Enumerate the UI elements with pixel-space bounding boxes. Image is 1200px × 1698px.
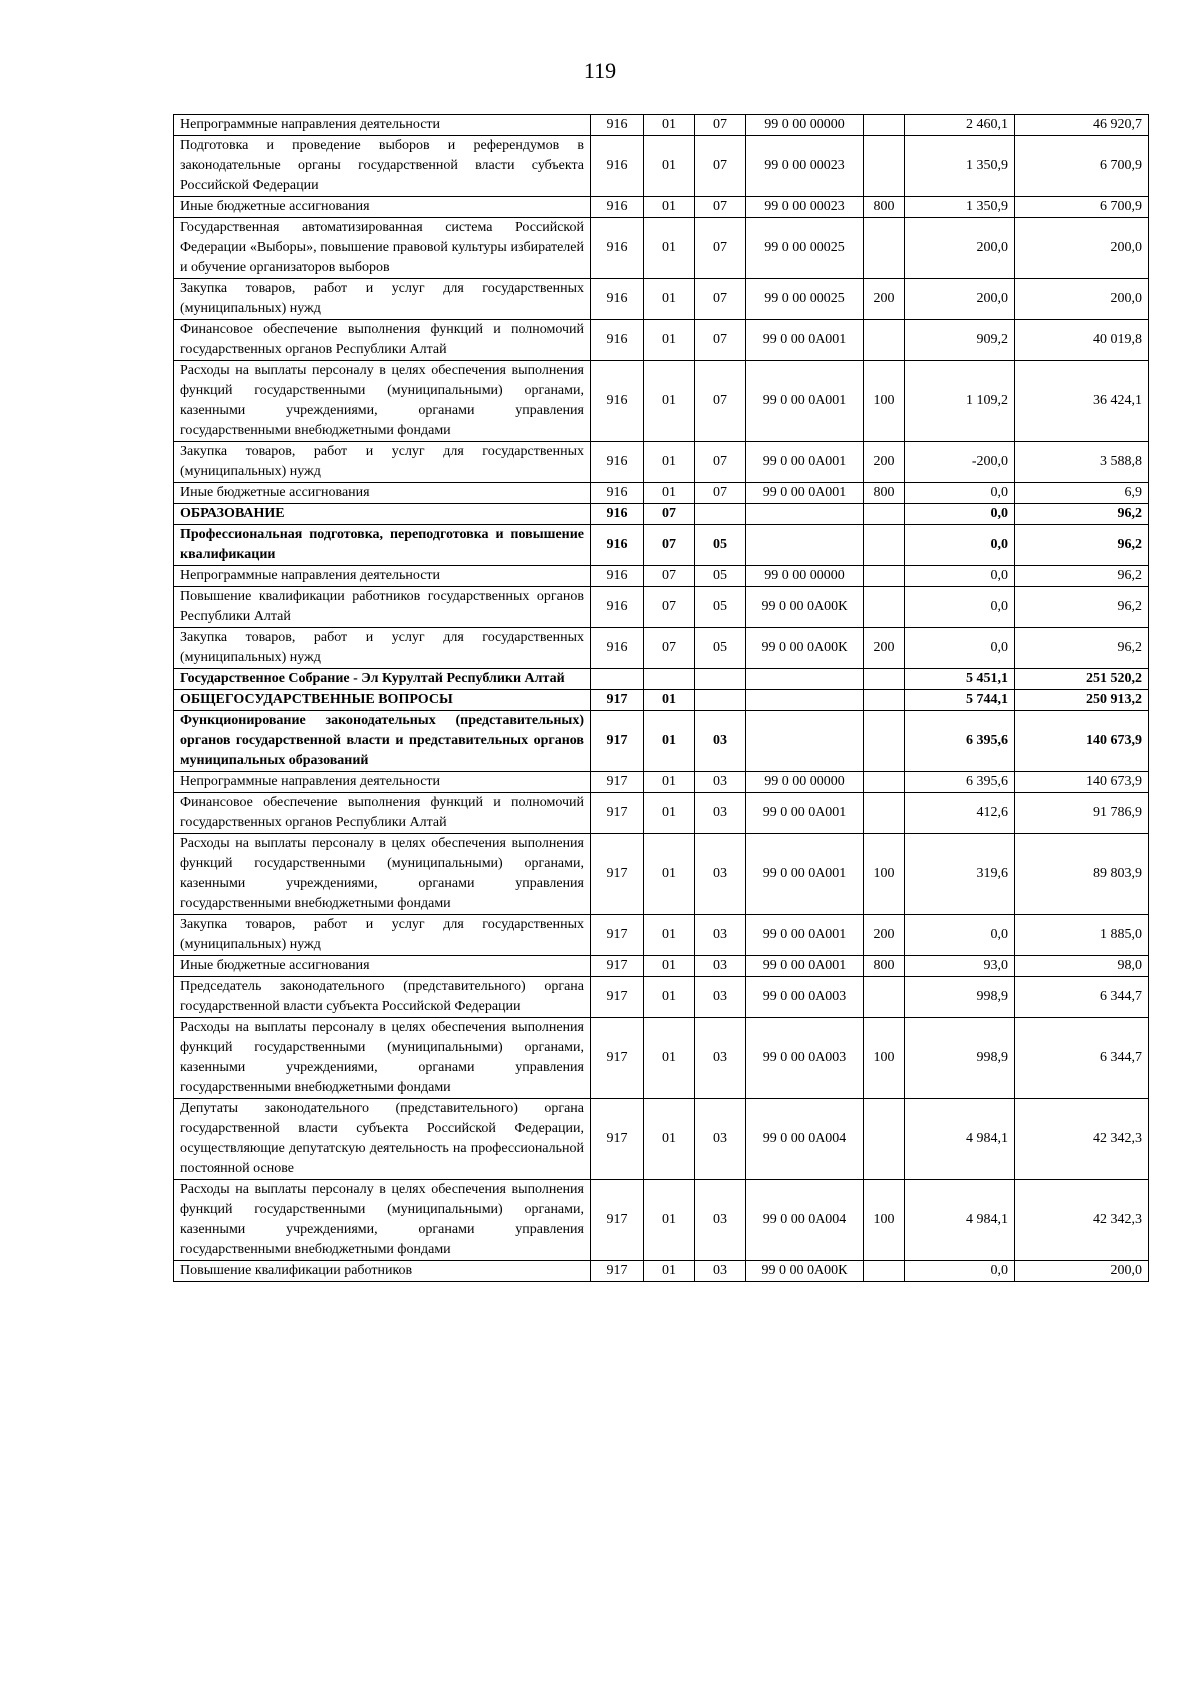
admin-code-cell: 916 [591, 279, 644, 320]
expense-type-cell [864, 566, 905, 587]
total-amount-cell: 251 520,2 [1015, 669, 1149, 690]
subsection-code-cell [695, 504, 746, 525]
subsection-code-cell: 05 [695, 525, 746, 566]
admin-code-cell: 916 [591, 197, 644, 218]
row-name-cell: Государственное Собрание - Эл Курултай Республики Алтай [174, 669, 591, 690]
row-name-cell: Непрограммные направления деятельности [174, 115, 591, 136]
expense-type-cell [864, 793, 905, 834]
section-code-cell: 01 [644, 320, 695, 361]
total-amount-cell: 42 342,3 [1015, 1180, 1149, 1261]
subsection-code-cell: 03 [695, 1018, 746, 1099]
target-article-cell: 99 0 00 0А004 [746, 1180, 864, 1261]
expense-type-cell: 200 [864, 442, 905, 483]
target-article-cell: 99 0 00 0А004 [746, 1099, 864, 1180]
total-amount-cell: 200,0 [1015, 279, 1149, 320]
target-article-cell [746, 690, 864, 711]
admin-code-cell: 916 [591, 115, 644, 136]
section-code-cell: 07 [644, 566, 695, 587]
change-amount-cell: 1 109,2 [905, 361, 1015, 442]
target-article-cell [746, 525, 864, 566]
table-row [174, 669, 1149, 690]
section-code-cell: 01 [644, 915, 695, 956]
table-row [174, 793, 1149, 834]
admin-code-cell [591, 669, 644, 690]
total-amount-cell: 91 786,9 [1015, 793, 1149, 834]
table-row [174, 977, 1149, 1018]
table-row [174, 772, 1149, 793]
page-number: 119 [583, 58, 617, 83]
row-name-cell: Председатель законодательного (представительного) органа государственной власти субъекта Российской Федерации [174, 977, 591, 1018]
section-code-cell: 01 [644, 793, 695, 834]
table-row [174, 834, 1149, 915]
change-amount-cell: 1 350,9 [905, 136, 1015, 197]
change-amount-cell: 998,9 [905, 977, 1015, 1018]
row-name-cell: Подготовка и проведение выборов и референдумов в законодательные органы государственной власти субъекта Российской Федерации [174, 136, 591, 197]
subsection-code-cell: 07 [695, 320, 746, 361]
subsection-code-cell: 03 [695, 915, 746, 956]
change-amount-cell: 6 395,6 [905, 772, 1015, 793]
row-name-cell: Финансовое обеспечение выполнения функций и полномочий государственных органов Республики Алтай [174, 320, 591, 361]
change-amount-cell: 0,0 [905, 915, 1015, 956]
expense-type-cell [864, 136, 905, 197]
change-amount-cell: 5 451,1 [905, 669, 1015, 690]
admin-code-cell: 916 [591, 136, 644, 197]
section-code-cell: 07 [644, 504, 695, 525]
change-amount-cell: 0,0 [905, 1261, 1015, 1282]
change-amount-cell: 0,0 [905, 483, 1015, 504]
total-amount-cell: 200,0 [1015, 218, 1149, 279]
target-article-cell: 99 0 00 00023 [746, 197, 864, 218]
table-row [174, 1099, 1149, 1180]
total-amount-cell: 6,9 [1015, 483, 1149, 504]
target-article-cell: 99 0 00 00025 [746, 279, 864, 320]
target-article-cell: 99 0 00 0А001 [746, 442, 864, 483]
admin-code-cell: 916 [591, 566, 644, 587]
change-amount-cell: 93,0 [905, 956, 1015, 977]
target-article-cell: 99 0 00 0А001 [746, 483, 864, 504]
expense-type-cell [864, 690, 905, 711]
change-amount-cell: 412,6 [905, 793, 1015, 834]
subsection-code-cell: 03 [695, 977, 746, 1018]
section-code-cell: 01 [644, 361, 695, 442]
section-code-cell: 01 [644, 711, 695, 772]
table-row [174, 915, 1149, 956]
expense-type-cell [864, 525, 905, 566]
section-code-cell: 01 [644, 690, 695, 711]
subsection-code-cell: 07 [695, 361, 746, 442]
subsection-code-cell: 05 [695, 587, 746, 628]
section-code-cell: 01 [644, 279, 695, 320]
subsection-code-cell: 07 [695, 483, 746, 504]
admin-code-cell: 917 [591, 834, 644, 915]
section-code-cell: 07 [644, 628, 695, 669]
expense-type-cell [864, 772, 905, 793]
admin-code-cell: 917 [591, 956, 644, 977]
subsection-code-cell: 03 [695, 1099, 746, 1180]
section-code-cell: 01 [644, 834, 695, 915]
target-article-cell: 99 0 00 00000 [746, 772, 864, 793]
table-row [174, 115, 1149, 136]
section-code-cell: 07 [644, 525, 695, 566]
row-name-cell: Расходы на выплаты персоналу в целях обеспечения выполнения функций государственными (муниципальными) органами, казенными учреждениями, органами управления государственными внебюджетными фондами [174, 834, 591, 915]
table-row [174, 361, 1149, 442]
expense-type-cell: 800 [864, 483, 905, 504]
subsection-code-cell: 03 [695, 1261, 746, 1282]
row-name-cell: Иные бюджетные ассигнования [174, 197, 591, 218]
total-amount-cell: 96,2 [1015, 587, 1149, 628]
change-amount-cell: 4 984,1 [905, 1180, 1015, 1261]
subsection-code-cell: 05 [695, 566, 746, 587]
row-name-cell: Иные бюджетные ассигнования [174, 956, 591, 977]
section-code-cell: 07 [644, 587, 695, 628]
expense-type-cell [864, 218, 905, 279]
section-code-cell [644, 669, 695, 690]
change-amount-cell: 0,0 [905, 525, 1015, 566]
change-amount-cell: 909,2 [905, 320, 1015, 361]
target-article-cell: 99 0 00 0А00К [746, 587, 864, 628]
change-amount-cell: 200,0 [905, 279, 1015, 320]
row-name-cell: Расходы на выплаты персоналу в целях обеспечения выполнения функций государственными (муниципальными) органами, казенными учреждениями, органами управления государственными внебюджетными фондами [174, 1018, 591, 1099]
change-amount-cell: -200,0 [905, 442, 1015, 483]
admin-code-cell: 917 [591, 977, 644, 1018]
target-article-cell [746, 711, 864, 772]
admin-code-cell: 917 [591, 1180, 644, 1261]
admin-code-cell: 916 [591, 483, 644, 504]
target-article-cell: 99 0 00 0А00К [746, 628, 864, 669]
total-amount-cell: 96,2 [1015, 566, 1149, 587]
subsection-code-cell: 07 [695, 442, 746, 483]
table-row [174, 956, 1149, 977]
expense-type-cell [864, 504, 905, 525]
table-body [174, 115, 1149, 1282]
section-code-cell: 01 [644, 115, 695, 136]
target-article-cell: 99 0 00 0А00К [746, 1261, 864, 1282]
expense-type-cell [864, 587, 905, 628]
table-row [174, 566, 1149, 587]
admin-code-cell: 917 [591, 1099, 644, 1180]
total-amount-cell: 36 424,1 [1015, 361, 1149, 442]
subsection-code-cell [695, 669, 746, 690]
section-code-cell: 01 [644, 218, 695, 279]
expense-type-cell [864, 711, 905, 772]
admin-code-cell: 917 [591, 793, 644, 834]
admin-code-cell: 917 [591, 711, 644, 772]
target-article-cell: 99 0 00 0А001 [746, 320, 864, 361]
admin-code-cell: 916 [591, 320, 644, 361]
total-amount-cell: 96,2 [1015, 525, 1149, 566]
section-code-cell: 01 [644, 1180, 695, 1261]
admin-code-cell: 916 [591, 628, 644, 669]
expense-type-cell: 200 [864, 279, 905, 320]
subsection-code-cell: 07 [695, 197, 746, 218]
subsection-code-cell: 07 [695, 115, 746, 136]
total-amount-cell: 96,2 [1015, 504, 1149, 525]
subsection-code-cell: 03 [695, 711, 746, 772]
change-amount-cell: 0,0 [905, 628, 1015, 669]
expense-type-cell: 100 [864, 361, 905, 442]
table-row [174, 525, 1149, 566]
expense-type-cell: 200 [864, 915, 905, 956]
total-amount-cell: 140 673,9 [1015, 772, 1149, 793]
budget-table [173, 114, 1149, 1282]
row-name-cell: Непрограммные направления деятельности [174, 772, 591, 793]
row-name-cell: Функционирование законодательных (представительных) органов государственной власти и представительных органов муниципальных образований [174, 711, 591, 772]
admin-code-cell: 917 [591, 1261, 644, 1282]
table-row [174, 587, 1149, 628]
row-name-cell: Повышение квалификации работников [174, 1261, 591, 1282]
section-code-cell: 01 [644, 136, 695, 197]
row-name-cell: ОБЩЕГОСУДАРСТВЕННЫЕ ВОПРОСЫ [174, 690, 591, 711]
expense-type-cell: 100 [864, 1180, 905, 1261]
total-amount-cell: 200,0 [1015, 1261, 1149, 1282]
total-amount-cell: 6 344,7 [1015, 977, 1149, 1018]
section-code-cell: 01 [644, 772, 695, 793]
row-name-cell: Расходы на выплаты персоналу в целях обеспечения выполнения функций государственными (муниципальными) органами, казенными учреждениями, органами управления государственными внебюджетными фондами [174, 361, 591, 442]
change-amount-cell: 0,0 [905, 587, 1015, 628]
change-amount-cell: 6 395,6 [905, 711, 1015, 772]
target-article-cell: 99 0 00 00025 [746, 218, 864, 279]
subsection-code-cell: 03 [695, 956, 746, 977]
total-amount-cell: 3 588,8 [1015, 442, 1149, 483]
table-row [174, 690, 1149, 711]
total-amount-cell: 40 019,8 [1015, 320, 1149, 361]
expense-type-cell [864, 1261, 905, 1282]
total-amount-cell: 42 342,3 [1015, 1099, 1149, 1180]
row-name-cell: Непрограммные направления деятельности [174, 566, 591, 587]
admin-code-cell: 917 [591, 915, 644, 956]
expense-type-cell: 800 [864, 956, 905, 977]
row-name-cell: Повышение квалификации работников государственных органов Республики Алтай [174, 587, 591, 628]
subsection-code-cell: 05 [695, 628, 746, 669]
row-name-cell: Закупка товаров, работ и услуг для государственных (муниципальных) нужд [174, 628, 591, 669]
target-article-cell: 99 0 00 0А001 [746, 834, 864, 915]
subsection-code-cell: 03 [695, 793, 746, 834]
expense-type-cell: 100 [864, 1018, 905, 1099]
row-name-cell: Закупка товаров, работ и услуг для государственных (муниципальных) нужд [174, 279, 591, 320]
subsection-code-cell: 03 [695, 772, 746, 793]
row-name-cell: Депутаты законодательного (представительного) органа государственной власти субъекта Российской Федерации, осуществляющие депутатскую деятельность на профессиональной постоянной основе [174, 1099, 591, 1180]
total-amount-cell: 96,2 [1015, 628, 1149, 669]
target-article-cell: 99 0 00 00023 [746, 136, 864, 197]
table-row [174, 483, 1149, 504]
change-amount-cell: 0,0 [905, 504, 1015, 525]
admin-code-cell: 916 [591, 218, 644, 279]
total-amount-cell: 98,0 [1015, 956, 1149, 977]
expense-type-cell: 100 [864, 834, 905, 915]
section-code-cell: 01 [644, 1261, 695, 1282]
target-article-cell: 99 0 00 00000 [746, 566, 864, 587]
admin-code-cell: 916 [591, 587, 644, 628]
target-article-cell: 99 0 00 0А003 [746, 1018, 864, 1099]
table-row [174, 320, 1149, 361]
change-amount-cell: 319,6 [905, 834, 1015, 915]
table-row [174, 1261, 1149, 1282]
change-amount-cell: 1 350,9 [905, 197, 1015, 218]
table-row [174, 711, 1149, 772]
row-name-cell: Закупка товаров, работ и услуг для государственных (муниципальных) нужд [174, 915, 591, 956]
row-name-cell: Профессиональная подготовка, переподготовка и повышение квалификации [174, 525, 591, 566]
table-row [174, 442, 1149, 483]
row-name-cell: Закупка товаров, работ и услуг для государственных (муниципальных) нужд [174, 442, 591, 483]
expense-type-cell [864, 320, 905, 361]
change-amount-cell: 998,9 [905, 1018, 1015, 1099]
section-code-cell: 01 [644, 956, 695, 977]
expense-type-cell: 800 [864, 197, 905, 218]
admin-code-cell: 917 [591, 690, 644, 711]
admin-code-cell: 916 [591, 525, 644, 566]
target-article-cell [746, 504, 864, 525]
admin-code-cell: 916 [591, 504, 644, 525]
expense-type-cell [864, 1099, 905, 1180]
expense-type-cell [864, 977, 905, 1018]
target-article-cell: 99 0 00 0А003 [746, 977, 864, 1018]
table-row [174, 136, 1149, 197]
row-name-cell: ОБРАЗОВАНИЕ [174, 504, 591, 525]
admin-code-cell: 916 [591, 361, 644, 442]
target-article-cell: 99 0 00 0А001 [746, 915, 864, 956]
subsection-code-cell: 03 [695, 834, 746, 915]
row-name-cell: Иные бюджетные ассигнования [174, 483, 591, 504]
expense-type-cell [864, 115, 905, 136]
target-article-cell [746, 669, 864, 690]
subsection-code-cell: 07 [695, 279, 746, 320]
change-amount-cell: 200,0 [905, 218, 1015, 279]
total-amount-cell: 46 920,7 [1015, 115, 1149, 136]
total-amount-cell: 140 673,9 [1015, 711, 1149, 772]
table-row [174, 1180, 1149, 1261]
total-amount-cell: 1 885,0 [1015, 915, 1149, 956]
expense-type-cell: 200 [864, 628, 905, 669]
section-code-cell: 01 [644, 442, 695, 483]
row-name-cell: Расходы на выплаты персоналу в целях обеспечения выполнения функций государственными (муниципальными) органами, казенными учреждениями, органами управления государственными внебюджетными фондами [174, 1180, 591, 1261]
total-amount-cell: 250 913,2 [1015, 690, 1149, 711]
section-code-cell: 01 [644, 483, 695, 504]
total-amount-cell: 89 803,9 [1015, 834, 1149, 915]
admin-code-cell: 917 [591, 1018, 644, 1099]
table-row [174, 197, 1149, 218]
row-name-cell: Государственная автоматизированная система Российской Федерации «Выборы», повышение правовой культуры избирателей и обучение организаторов выборов [174, 218, 591, 279]
subsection-code-cell: 03 [695, 1180, 746, 1261]
section-code-cell: 01 [644, 977, 695, 1018]
table-row [174, 1018, 1149, 1099]
table-row [174, 504, 1149, 525]
section-code-cell: 01 [644, 1099, 695, 1180]
subsection-code-cell: 07 [695, 136, 746, 197]
change-amount-cell: 0,0 [905, 566, 1015, 587]
admin-code-cell: 917 [591, 772, 644, 793]
table-row [174, 218, 1149, 279]
expense-type-cell [864, 669, 905, 690]
admin-code-cell: 916 [591, 442, 644, 483]
total-amount-cell: 6 700,9 [1015, 136, 1149, 197]
change-amount-cell: 5 744,1 [905, 690, 1015, 711]
target-article-cell: 99 0 00 0А001 [746, 361, 864, 442]
target-article-cell: 99 0 00 0А001 [746, 793, 864, 834]
target-article-cell: 99 0 00 00000 [746, 115, 864, 136]
change-amount-cell: 4 984,1 [905, 1099, 1015, 1180]
change-amount-cell: 2 460,1 [905, 115, 1015, 136]
subsection-code-cell [695, 690, 746, 711]
subsection-code-cell: 07 [695, 218, 746, 279]
total-amount-cell: 6 344,7 [1015, 1018, 1149, 1099]
table-row [174, 628, 1149, 669]
table-row [174, 279, 1149, 320]
target-article-cell: 99 0 00 0А001 [746, 956, 864, 977]
section-code-cell: 01 [644, 197, 695, 218]
row-name-cell: Финансовое обеспечение выполнения функций и полномочий государственных органов Республики Алтай [174, 793, 591, 834]
total-amount-cell: 6 700,9 [1015, 197, 1149, 218]
section-code-cell: 01 [644, 1018, 695, 1099]
